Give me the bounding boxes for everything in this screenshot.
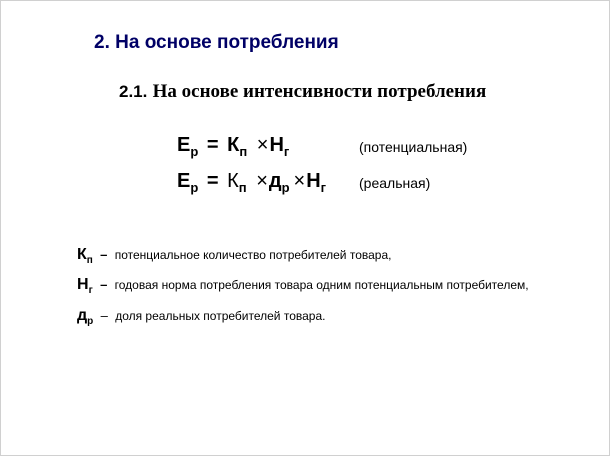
formula-term-k: К bbox=[227, 134, 240, 156]
definition-dash: – bbox=[100, 277, 108, 292]
subtitle-number: 2.1. bbox=[119, 82, 148, 101]
definition-text: потенциальное количество потребителей товара, bbox=[114, 248, 392, 262]
formula-times: × bbox=[256, 170, 268, 192]
definition-symbol-sub: п bbox=[86, 255, 93, 266]
formula-term-n-sub: г bbox=[320, 180, 327, 195]
formula-term-n: Н bbox=[269, 134, 284, 156]
definition-n bbox=[77, 276, 529, 294]
definition-dash: – bbox=[100, 247, 108, 262]
formula-lhs: E bbox=[177, 170, 191, 192]
slide-subtitle bbox=[119, 81, 486, 103]
definition-symbol: К bbox=[77, 246, 87, 263]
formula-term-k: К bbox=[227, 170, 239, 192]
formula-term-n-sub: г bbox=[283, 144, 290, 159]
formula-term-d-sub: р bbox=[281, 180, 290, 195]
definition-symbol: д bbox=[77, 307, 88, 324]
formula-term-k-sub: п bbox=[239, 144, 248, 159]
formula-real bbox=[177, 170, 326, 193]
definition-symbol-sub: р bbox=[87, 316, 94, 327]
definition-text: годовая норма потребления товара одним потенциальным потребителем, bbox=[114, 278, 529, 292]
formula-note-potential: (потенциальная) bbox=[359, 139, 468, 155]
subtitle-text: На основе интенсивности потребления bbox=[152, 81, 487, 102]
definition-k bbox=[77, 246, 391, 264]
formula-term-d: д bbox=[268, 170, 282, 192]
definition-text: доля реальных потребителей товара. bbox=[115, 309, 326, 323]
formula-lhs-sub: р bbox=[190, 180, 199, 195]
definition-symbol: Н bbox=[77, 276, 89, 293]
formula-note-real: (реальная) bbox=[359, 175, 431, 191]
definition-symbol-sub: г bbox=[88, 285, 93, 296]
formula-lhs-sub: р bbox=[190, 144, 199, 159]
formula-term-k-sub: п bbox=[238, 180, 247, 195]
formula-equals: = bbox=[206, 170, 219, 192]
definition-dash: – bbox=[100, 308, 108, 323]
formula-lhs: E bbox=[177, 134, 191, 156]
formula-equals: = bbox=[206, 134, 219, 156]
formula-potential bbox=[177, 134, 289, 157]
formula-times: × bbox=[293, 170, 306, 192]
slide-title: 2. На основе потребления bbox=[94, 32, 339, 53]
formula-term-n: Н bbox=[306, 170, 321, 192]
formula-times: × bbox=[256, 134, 269, 156]
definition-d bbox=[77, 307, 325, 325]
